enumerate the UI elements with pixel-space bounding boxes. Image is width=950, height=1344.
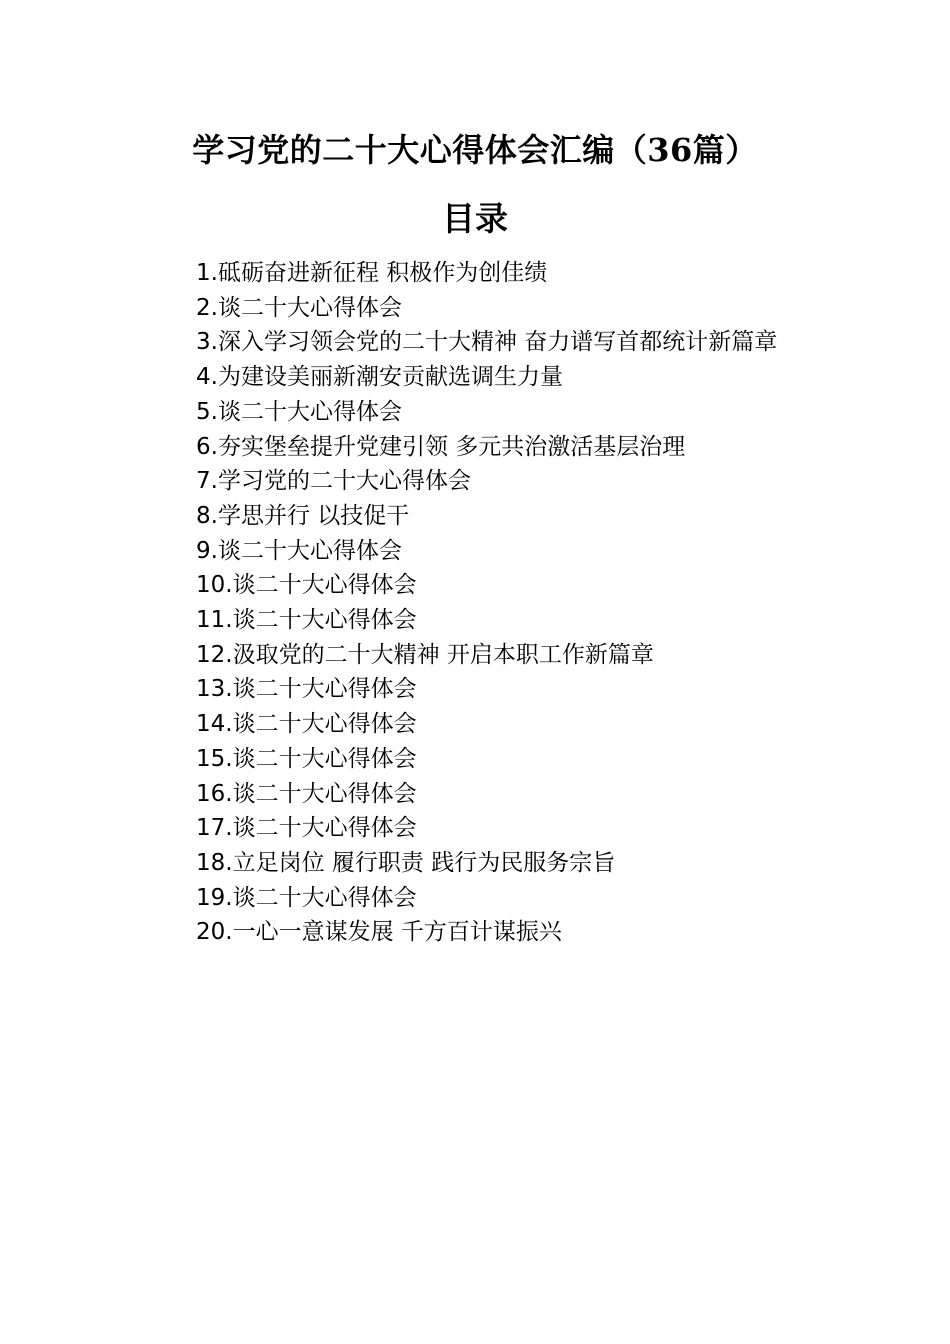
toc-item-4: 4.为建设美丽新潮安贡献选调生力量 xyxy=(196,364,563,391)
toc-item-13: 13.谈二十大心得体会 xyxy=(196,676,417,703)
toc-item-5: 5.谈二十大心得体会 xyxy=(196,398,402,425)
toc-item-9: 9.谈二十大心得体会 xyxy=(196,537,402,564)
document-title: 学习党的二十大心得体会汇编（36篇） xyxy=(192,131,758,169)
toc-item-11: 11.谈二十大心得体会 xyxy=(196,607,417,634)
toc-item-12: 12.汲取党的二十大精神 开启本职工作新篇章 xyxy=(196,641,654,668)
toc-item-10: 10.谈二十大心得体会 xyxy=(196,572,417,599)
toc-item-15: 15.谈二十大心得体会 xyxy=(196,745,417,772)
toc-item-2: 2.谈二十大心得体会 xyxy=(196,294,402,321)
toc-item-17: 17.谈二十大心得体会 xyxy=(196,815,417,842)
toc-item-8: 8.学思并行 以技促干 xyxy=(196,502,410,529)
toc-item-7: 7.学习党的二十大心得体会 xyxy=(196,468,471,495)
toc-item-19: 19.谈二十大心得体会 xyxy=(196,884,417,911)
toc-item-6: 6.夯实堡垒提升党建引领 多元共治激活基层治理 xyxy=(196,433,686,460)
toc-item-14: 14.谈二十大心得体会 xyxy=(196,711,417,738)
toc-item-16: 16.谈二十大心得体会 xyxy=(196,780,417,807)
toc-item-1: 1.砥砺奋进新征程 积极作为创佳绩 xyxy=(196,260,548,286)
table-of-contents xyxy=(144,256,808,950)
toc-heading: 目录 xyxy=(442,199,508,238)
toc-item-20: 20.一心一意谋发展 千方百计谋振兴 xyxy=(196,919,562,946)
toc-item-18: 18.立足岗位 履行职责 践行为民服务宗旨 xyxy=(196,849,616,876)
toc-item-3: 3.深入学习领会党的二十大精神 奋力谱写首都统计新篇章 xyxy=(196,329,778,356)
